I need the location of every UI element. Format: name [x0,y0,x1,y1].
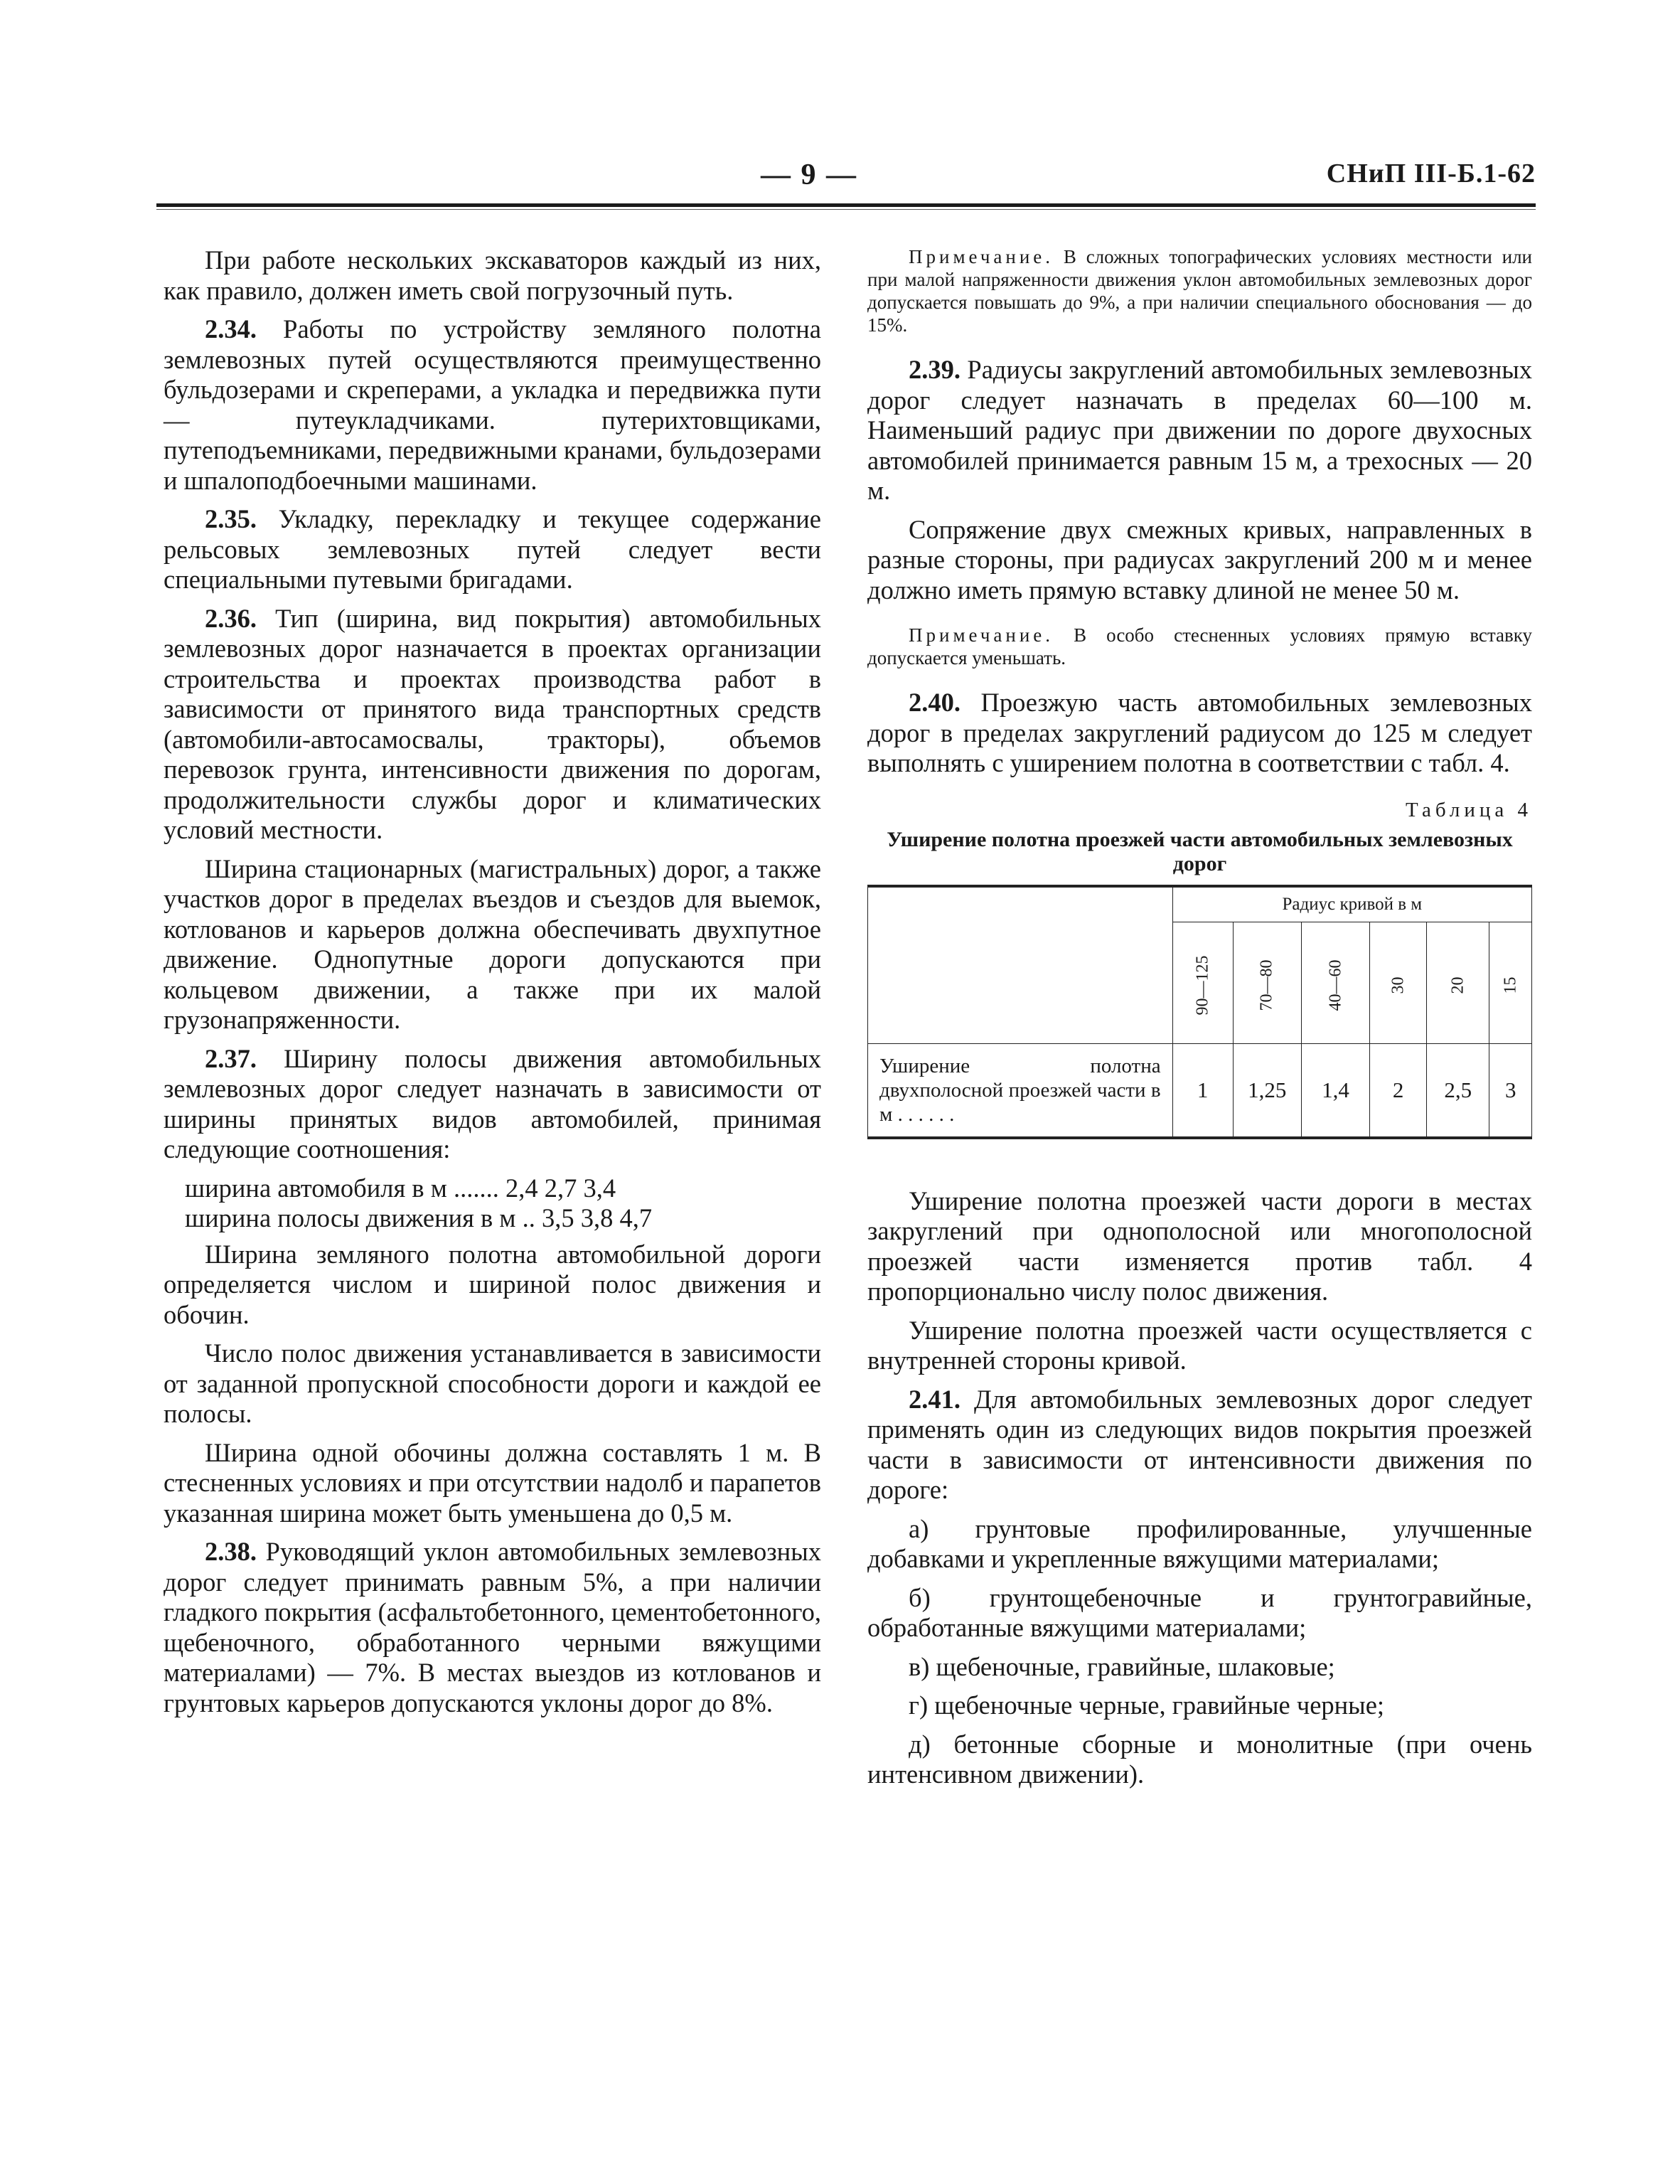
list-item-g: г) щебеночные черные, гравийные черные; [909,1690,1385,1720]
paragraph-2-41: 2.41. Для автомобильных землевозных дорог следует применять один из следующих видов покрытия проезжей части в зависимости от интенсивности движения по дороге: [867,1384,1532,1504]
paragraph: Ширина земляного полотна автомобильной дороги определяется числом и шириной полос движения и обочин. [164,1239,821,1329]
note-2: Примечание. В особо стесненных условиях прямую вставку допускается уменьшать. [867,624,1532,668]
paragraph-2-35: 2.35. Укладку, перекладку и текущее содержание рельсовых землевозных путей следует вести специальными путевыми бригадами. [164,504,821,594]
table-cell: 2 [1370,1043,1427,1138]
table-label: Таблица 4 [1405,798,1532,821]
paragraph: Уширение полотна проезжей части дороги в местах закруглений при однополосной или многополосной проезжей части изменяется против табл. 4 пропорционально числу полос движения. [867,1186,1532,1306]
paragraph-2-40: 2.40. Проезжую часть автомобильных землевозных дорог в пределах закруглений радиусом до 125 м следует выполнять с уширением полотна в соответствии с табл. 4. [867,688,1532,777]
header-rule [156,203,1536,207]
paragraph-2-37: 2.37. Ширину полосы движения автомобильных землевозных дорог следует назначать в зависимости от ширины принятых видов автомобилей, принимая следующие соотношения: [164,1043,821,1163]
widening-table [867,885,1532,1139]
table-cell: 2,5 [1427,1043,1489,1138]
paragraph: При работе нескольких экскаваторов каждый из них, как правило, должен иметь свой погрузочный путь. [164,245,821,305]
page-header [156,158,1536,208]
radius-header: Радиус кривой в м [1172,886,1531,922]
radius-col-header: 30 [1370,922,1427,1043]
radius-col-header: 90—125 [1172,922,1233,1043]
paragraph: Ширина одной обочины должна составлять 1 м. В стесненных условиях и при отсутствии надолб и парапетов указанная ширина может быть уменьшена до 0,5 м. [164,1437,821,1528]
table-corner-cell [868,886,1173,1044]
header-rule-thin [156,209,1536,210]
row-label: Уширение полотна двухполосной проезжей части в м . . . . . . [868,1043,1173,1138]
note-1: Примечание. В сложных топографических условиях местности или при малой напряженности движения уклон автомобильных землевозных дорог допускается повышать до 9%, а при наличии специального обоснования — до 15%. [867,246,1532,336]
radius-col-header: 70—80 [1233,922,1301,1043]
page-number: — 9 — [761,159,857,191]
lane-width-row: ширина полосы движения в м .. 3,5 3,8 4,7 [185,1203,653,1232]
paragraph-2-38: 2.38. Руководящий уклон автомобильных землевозных дорог следует принимать равным 5%, а при наличии гладкого покрытия (асфальтобетонного, цементобетонного, щебеночного, обработанного черными вяжущими материалами) — 7%. В местах выездов из котлованов и грунтовых карьеров допускаются уклоны дорог до 8%. [164,1537,821,1717]
list-item-d: д) бетонные сборные и монолитные (при очень интенсивном движении). [867,1729,1532,1789]
radius-col-header: 40—60 [1301,922,1369,1043]
car-width-row: ширина автомобиля в м ....... 2,4 2,7 3,4 [185,1173,616,1203]
table-title: Уширение полотна проезжей части автомобильных землевозных дорог [887,827,1513,875]
paragraph: Уширение полотна проезжей части осуществляется с внутренней стороны кривой. [867,1315,1532,1375]
paragraph: Число полос движения устанавливается в зависимости от заданной пропускной способности дороги и каждой ее полосы. [164,1338,821,1428]
paragraph: Ширина стационарных (магистральных) дорог, а также участков дорог в пределах въездов и съездов для выемок, котлованов и карьеров должна обеспечивать двухпутное движение. Однопутные дороги допускаются при кольцевом движении, а также при их малой грузонапряженности. [164,853,821,1034]
list-item-a: а) грунтовые профилированные, улучшенные добавками и укрепленные вяжущими материалами; [867,1513,1532,1573]
document-code: СНиП III-Б.1-62 [1326,159,1536,188]
radius-col-header: 15 [1489,922,1532,1043]
paragraph: Сопряжение двух смежных кривых, направленных в разные стороны, при радиусах закруглений 200 м и менее должно иметь прямую вставку длиной не менее 50 м. [867,514,1532,604]
paragraph-2-34: 2.34. Работы по устройству земляного полотна землевозных путей осуществляются преимущественно бульдозерами и скреперами, а укладка и передвижка пути — путеукладчиками. путерихтовщиками, путеподъемниками, передвижными кранами, бульдозерами и шпалоподбоечными машинами. [164,314,821,495]
left-column [164,245,821,1727]
table-cell: 1 [1172,1043,1233,1138]
table-cell: 1,25 [1233,1043,1301,1138]
paragraph-2-36: 2.36. Тип (ширина, вид покрытия) автомобильных землевозных дорог назначается в проектах организации строительства и проектах производства работ в зависимости от принятого вида транспортных средств (автомобили-автосамосвалы, тракторы), объемов перевозок грунта, интенсивности движения по дорогам, продолжительности службы дорог и климатических условий местности. [164,603,821,844]
table-cell: 1,4 [1301,1043,1369,1138]
paragraph-2-39: 2.39. Радиусы закруглений автомобильных землевозных дорог следует назначать в пределах 60—100 м. Наименьший радиус при движении по дороге двухосных автомобилей принимается равным 15 м, а трехосных — 20 м. [867,355,1532,505]
list-item-v: в) щебеночные, гравийные, шлаковые; [909,1651,1335,1681]
right-column [867,245,1532,1799]
list-item-b: б) грунтощебеночные и грунтогравийные, обработанные вяжущими материалами; [867,1582,1532,1642]
radius-col-header: 20 [1427,922,1489,1043]
table-cell: 3 [1489,1043,1532,1138]
